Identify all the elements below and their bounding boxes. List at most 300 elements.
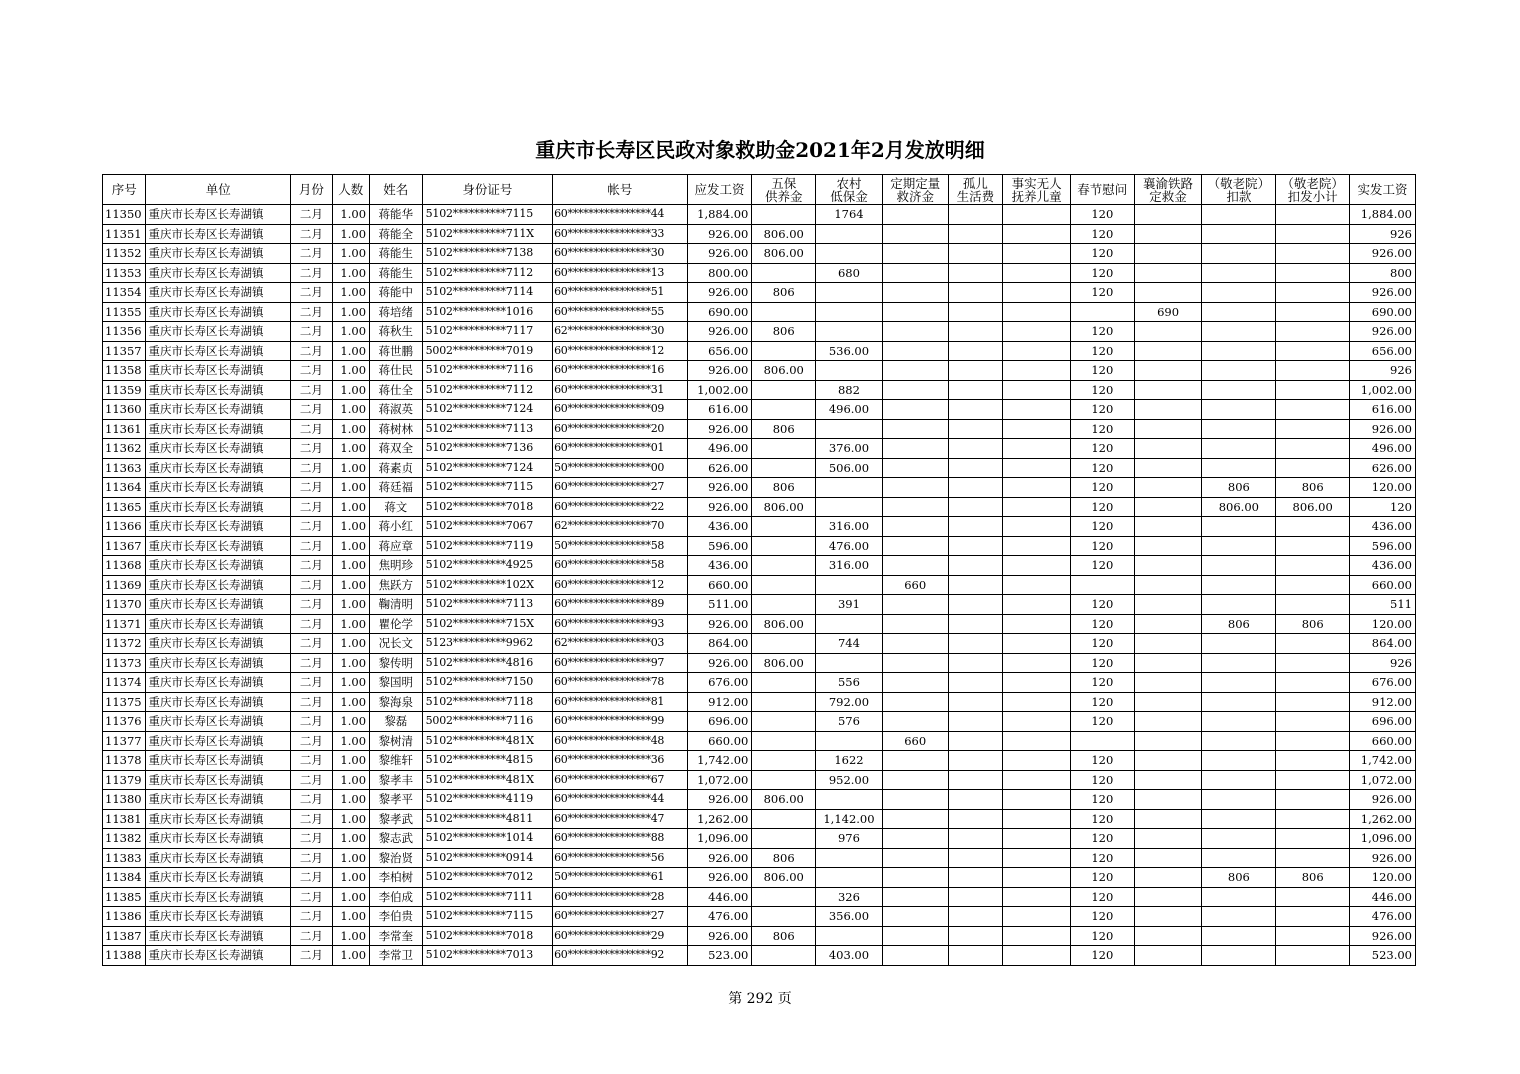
table-cell: 1.00 (332, 712, 369, 732)
table-cell: 806 (1202, 868, 1276, 888)
table-cell (948, 770, 1003, 790)
table-cell: 806 (752, 926, 816, 946)
table-cell (1134, 653, 1202, 673)
table-cell: 5102**********4816 (422, 653, 552, 673)
table-cell (752, 400, 816, 420)
table-cell (948, 361, 1003, 381)
table-cell (882, 809, 948, 829)
table-cell: 60****************33 (553, 224, 688, 244)
table-cell: 476.00 (816, 536, 883, 556)
table-row (103, 556, 1416, 576)
table-cell (816, 868, 883, 888)
table-cell: 11375 (103, 692, 146, 712)
table-cell: 11379 (103, 770, 146, 790)
table-cell: 蒋双全 (370, 439, 423, 459)
table-cell (948, 244, 1003, 264)
table-cell: 1.00 (332, 770, 369, 790)
table-cell: 1.00 (332, 361, 369, 381)
table-cell (1003, 517, 1071, 537)
table-cell (1003, 283, 1071, 303)
table-cell (1276, 575, 1350, 595)
table-cell (1276, 322, 1350, 342)
table-cell: 60****************56 (553, 848, 688, 868)
table-cell: 926.00 (687, 322, 752, 342)
table-cell (882, 751, 948, 771)
table-cell: 11366 (103, 517, 146, 537)
table-cell: 重庆市长寿区长寿湖镇 (146, 575, 291, 595)
table-cell (752, 263, 816, 283)
table-cell: 重庆市长寿区长寿湖镇 (146, 887, 291, 907)
table-cell: 1,742.00 (1350, 751, 1416, 771)
table-cell: 60****************13 (553, 263, 688, 283)
table-cell: 1,072.00 (1350, 770, 1416, 790)
table-cell (1202, 263, 1276, 283)
table-cell: 二月 (291, 205, 332, 225)
table-cell (948, 673, 1003, 693)
column-header: 襄渝铁路 定救金 (1134, 175, 1202, 205)
column-header: 身份证号 (422, 175, 552, 205)
table-cell: 806.00 (752, 653, 816, 673)
table-cell (1276, 829, 1350, 849)
table-cell (1003, 302, 1071, 322)
table-cell (816, 848, 883, 868)
table-cell: 120 (1070, 341, 1134, 361)
table-cell (1003, 946, 1071, 966)
table-row (103, 244, 1416, 264)
table-cell: 5002**********7019 (422, 341, 552, 361)
table-cell (816, 497, 883, 517)
table-cell (1276, 517, 1350, 537)
table-cell (1003, 380, 1071, 400)
table-cell (1003, 907, 1071, 927)
table-cell: 二月 (291, 907, 332, 927)
table-cell: 120 (1070, 517, 1134, 537)
table-cell: 792.00 (816, 692, 883, 712)
table-cell: 重庆市长寿区长寿湖镇 (146, 400, 291, 420)
table-cell: 5102**********4925 (422, 556, 552, 576)
table-cell: 1.00 (332, 439, 369, 459)
table-cell: 重庆市长寿区长寿湖镇 (146, 458, 291, 478)
table-row (103, 946, 1416, 966)
table-cell (1134, 692, 1202, 712)
table-cell: 11383 (103, 848, 146, 868)
table-row (103, 439, 1416, 459)
table-cell: 鞠清明 (370, 595, 423, 615)
table-cell (1202, 809, 1276, 829)
table-cell (1202, 595, 1276, 615)
table-cell (948, 205, 1003, 225)
table-cell: 120 (1350, 497, 1416, 517)
table-cell (882, 517, 948, 537)
table-cell: 5002**********7116 (422, 712, 552, 732)
table-cell (1003, 419, 1071, 439)
table-cell: 806 (1202, 478, 1276, 498)
table-cell: 476.00 (1350, 907, 1416, 927)
table-cell: 60****************27 (553, 478, 688, 498)
table-cell: 1.00 (332, 517, 369, 537)
table-cell: 11368 (103, 556, 146, 576)
table-cell (1202, 302, 1276, 322)
table-cell: 11364 (103, 478, 146, 498)
table-cell: 11350 (103, 205, 146, 225)
table-cell: 重庆市长寿区长寿湖镇 (146, 809, 291, 829)
table-cell: 120 (1070, 614, 1134, 634)
table-cell: 120 (1070, 400, 1134, 420)
table-cell (752, 536, 816, 556)
table-cell (882, 380, 948, 400)
table-cell (882, 595, 948, 615)
table-cell: 806.00 (752, 790, 816, 810)
table-cell: 926.00 (687, 868, 752, 888)
table-cell (1202, 751, 1276, 771)
table-cell: 926.00 (687, 283, 752, 303)
table-cell (752, 341, 816, 361)
table-cell (1276, 556, 1350, 576)
table-row (103, 887, 1416, 907)
table-cell (1134, 575, 1202, 595)
table-cell: 5102**********7012 (422, 868, 552, 888)
table-cell: 11367 (103, 536, 146, 556)
table-cell: 重庆市长寿区长寿湖镇 (146, 205, 291, 225)
table-cell: 二月 (291, 341, 332, 361)
table-cell: 806 (1276, 614, 1350, 634)
table-cell: 120 (1070, 868, 1134, 888)
table-cell: 5102**********7018 (422, 497, 552, 517)
table-cell: 680 (816, 263, 883, 283)
table-row (103, 712, 1416, 732)
table-cell (882, 946, 948, 966)
table-cell: 5102**********4815 (422, 751, 552, 771)
table-cell: 120 (1070, 497, 1134, 517)
table-cell (1202, 770, 1276, 790)
table-cell: 1.00 (332, 244, 369, 264)
table-cell (882, 497, 948, 517)
table-cell: 1.00 (332, 809, 369, 829)
table-cell (752, 751, 816, 771)
table-cell (1070, 575, 1134, 595)
table-cell (1003, 712, 1071, 732)
table-cell: 926.00 (1350, 848, 1416, 868)
table-cell: 60****************29 (553, 926, 688, 946)
table-cell (1202, 907, 1276, 927)
table-cell (1003, 361, 1071, 381)
table-cell: 120 (1070, 595, 1134, 615)
table-cell: 二月 (291, 536, 332, 556)
table-cell: 476.00 (687, 907, 752, 927)
table-cell: 11351 (103, 224, 146, 244)
table-cell (1003, 224, 1071, 244)
table-cell: 690.00 (687, 302, 752, 322)
table-cell (1276, 634, 1350, 654)
table-cell (1134, 887, 1202, 907)
table-cell: 1.00 (332, 907, 369, 927)
page-number: 第 292 页 (728, 991, 792, 1007)
table-cell (1003, 263, 1071, 283)
table-cell: 5102**********7113 (422, 419, 552, 439)
table-row (103, 751, 1416, 771)
table-cell (1003, 634, 1071, 654)
table-cell: 二月 (291, 731, 332, 751)
table-cell (882, 458, 948, 478)
table-cell: 926.00 (687, 478, 752, 498)
table-cell: 60****************30 (553, 244, 688, 264)
table-cell: 1.00 (332, 419, 369, 439)
table-cell (948, 809, 1003, 829)
table-cell: 重庆市长寿区长寿湖镇 (146, 712, 291, 732)
table-row (103, 829, 1416, 849)
table-cell: 二月 (291, 575, 332, 595)
table-cell (1202, 380, 1276, 400)
table-cell (816, 322, 883, 342)
column-header: 序号 (103, 175, 146, 205)
table-cell: 806.00 (752, 614, 816, 634)
table-cell: 二月 (291, 634, 332, 654)
table-cell: 60****************44 (553, 790, 688, 810)
table-cell (1276, 536, 1350, 556)
table-cell (1276, 263, 1350, 283)
table-cell: 5102**********4811 (422, 809, 552, 829)
table-cell: 5102**********7112 (422, 263, 552, 283)
table-cell (1003, 692, 1071, 712)
table-cell (1276, 419, 1350, 439)
table-cell (1202, 712, 1276, 732)
table-cell: 120 (1070, 887, 1134, 907)
table-cell (948, 497, 1003, 517)
table-cell (1003, 439, 1071, 459)
table-row (103, 536, 1416, 556)
table-cell: 1.00 (332, 731, 369, 751)
table-cell: 60****************01 (553, 439, 688, 459)
table-cell: 403.00 (816, 946, 883, 966)
table-cell: 二月 (291, 400, 332, 420)
table-cell: 120 (1070, 244, 1134, 264)
table-cell: 重庆市长寿区长寿湖镇 (146, 341, 291, 361)
table-cell (1003, 400, 1071, 420)
column-header: 人数 (332, 175, 369, 205)
table-cell (948, 322, 1003, 342)
table-cell: 596.00 (1350, 536, 1416, 556)
table-cell (1202, 458, 1276, 478)
table-cell (1202, 400, 1276, 420)
table-cell: 120 (1070, 439, 1134, 459)
table-cell: 120 (1070, 556, 1134, 576)
table-cell (948, 848, 1003, 868)
table-cell: 806 (752, 322, 816, 342)
table-cell: 976 (816, 829, 883, 849)
table-cell: 806.00 (752, 244, 816, 264)
table-cell (1134, 536, 1202, 556)
table-cell: 二月 (291, 478, 332, 498)
table-row (103, 263, 1416, 283)
table-cell (882, 556, 948, 576)
table-cell: 120.00 (1350, 614, 1416, 634)
table-cell (816, 575, 883, 595)
table-cell (1003, 829, 1071, 849)
table-cell: 496.00 (1350, 439, 1416, 459)
table-cell: 1.00 (332, 926, 369, 946)
table-cell: 二月 (291, 926, 332, 946)
column-header: 姓名 (370, 175, 423, 205)
table-cell: 1.00 (332, 673, 369, 693)
table-cell: 806 (1276, 868, 1350, 888)
table-cell: 62****************03 (553, 634, 688, 654)
table-cell: 60****************55 (553, 302, 688, 322)
table-cell (1202, 322, 1276, 342)
table-cell: 二月 (291, 692, 332, 712)
table-cell: 11385 (103, 887, 146, 907)
table-cell: 60****************58 (553, 556, 688, 576)
table-cell: 蒋廷福 (370, 478, 423, 498)
table-cell: 蒋树林 (370, 419, 423, 439)
table-cell: 60****************93 (553, 614, 688, 634)
table-cell: 二月 (291, 595, 332, 615)
table-cell: 5123**********9962 (422, 634, 552, 654)
table-cell: 黎孝武 (370, 809, 423, 829)
table-row (103, 868, 1416, 888)
column-header: 五保 供养金 (752, 175, 816, 205)
table-cell: 806.00 (1276, 497, 1350, 517)
table-cell: 676.00 (1350, 673, 1416, 693)
table-cell (1134, 770, 1202, 790)
table-row (103, 497, 1416, 517)
table-cell: 806 (1276, 478, 1350, 498)
table-cell (1276, 595, 1350, 615)
table-cell: 二月 (291, 419, 332, 439)
table-cell (752, 692, 816, 712)
table-cell: 60****************28 (553, 887, 688, 907)
table-cell: 5102**********715X (422, 614, 552, 634)
table-cell: 1.00 (332, 458, 369, 478)
table-cell: 60****************47 (553, 809, 688, 829)
table-cell (1202, 887, 1276, 907)
table-cell (1276, 283, 1350, 303)
table-cell (1003, 868, 1071, 888)
table-cell: 1622 (816, 751, 883, 771)
table-cell: 120 (1070, 907, 1134, 927)
table-cell: 5102**********7138 (422, 244, 552, 264)
table-cell: 重庆市长寿区长寿湖镇 (146, 653, 291, 673)
table-cell: 11382 (103, 829, 146, 849)
table-cell: 11381 (103, 809, 146, 829)
table-cell (1134, 809, 1202, 829)
table-cell: 60****************97 (553, 653, 688, 673)
table-cell: 二月 (291, 887, 332, 907)
table-cell: 316.00 (816, 517, 883, 537)
table-cell: 1,262.00 (687, 809, 752, 829)
table-cell: 120 (1070, 283, 1134, 303)
table-cell: 912.00 (1350, 692, 1416, 712)
table-cell: 1.00 (332, 575, 369, 595)
table-cell (1276, 751, 1350, 771)
table-cell (1276, 731, 1350, 751)
table-cell: 5102**********7113 (422, 595, 552, 615)
table-cell: 926.00 (687, 361, 752, 381)
table-cell: 120 (1070, 848, 1134, 868)
table-cell: 5102**********481X (422, 770, 552, 790)
table-cell: 李常卫 (370, 946, 423, 966)
table-cell: 重庆市长寿区长寿湖镇 (146, 302, 291, 322)
table-cell: 蒋能生 (370, 244, 423, 264)
table-cell: 11355 (103, 302, 146, 322)
table-cell: 1,142.00 (816, 809, 883, 829)
table-cell: 660.00 (1350, 575, 1416, 595)
table-cell (1134, 848, 1202, 868)
table-cell (1134, 907, 1202, 927)
table-cell: 5102**********7118 (422, 692, 552, 712)
table-cell: 912.00 (687, 692, 752, 712)
table-cell (1202, 224, 1276, 244)
table-cell: 926 (1350, 361, 1416, 381)
table-cell: 5102**********7013 (422, 946, 552, 966)
table-cell: 596.00 (687, 536, 752, 556)
table-cell (882, 263, 948, 283)
table-cell (1202, 244, 1276, 264)
table-cell (948, 400, 1003, 420)
table-cell: 926.00 (1350, 419, 1416, 439)
table-cell: 1.00 (332, 205, 369, 225)
table-cell: 1.00 (332, 322, 369, 342)
table-cell: 120 (1070, 224, 1134, 244)
table-cell (948, 302, 1003, 322)
table-cell: 蒋能全 (370, 224, 423, 244)
table-cell (1134, 751, 1202, 771)
table-cell: 11384 (103, 868, 146, 888)
table-cell (948, 419, 1003, 439)
table-cell: 李伯贵 (370, 907, 423, 927)
table-cell (1276, 692, 1350, 712)
table-cell: 11363 (103, 458, 146, 478)
table-cell: 黎维轩 (370, 751, 423, 771)
table-cell: 重庆市长寿区长寿湖镇 (146, 380, 291, 400)
table-row (103, 341, 1416, 361)
table-cell: 806 (752, 848, 816, 868)
table-cell: 120 (1070, 205, 1134, 225)
table-cell: 蒋仕民 (370, 361, 423, 381)
table-cell (1134, 244, 1202, 264)
table-cell: 重庆市长寿区长寿湖镇 (146, 751, 291, 771)
table-cell: 496.00 (816, 400, 883, 420)
table-cell: 120 (1070, 458, 1134, 478)
table-cell: 11371 (103, 614, 146, 634)
table-cell (1276, 302, 1350, 322)
table-cell: 1.00 (332, 634, 369, 654)
table-cell: 120 (1070, 380, 1134, 400)
table-cell: 二月 (291, 751, 332, 771)
table-cell: 50****************58 (553, 536, 688, 556)
table-cell: 926 (1350, 653, 1416, 673)
table-cell: 5102**********7115 (422, 478, 552, 498)
table-cell (1134, 790, 1202, 810)
table-cell: 11388 (103, 946, 146, 966)
table-cell (1003, 926, 1071, 946)
header-row (103, 175, 1416, 205)
table-cell (752, 907, 816, 927)
table-cell: 60****************51 (553, 283, 688, 303)
table-row (103, 419, 1416, 439)
table-cell (1276, 458, 1350, 478)
table-cell: 864.00 (1350, 634, 1416, 654)
table-cell (882, 692, 948, 712)
table-row (103, 322, 1416, 342)
table-cell: 5102**********0914 (422, 848, 552, 868)
table-cell: 重庆市长寿区长寿湖镇 (146, 322, 291, 342)
table-cell: 1.00 (332, 946, 369, 966)
table-cell: 806 (1202, 614, 1276, 634)
table-cell: 蒋仕全 (370, 380, 423, 400)
table-cell (948, 478, 1003, 498)
table-cell: 11376 (103, 712, 146, 732)
table-cell: 5102**********7124 (422, 458, 552, 478)
